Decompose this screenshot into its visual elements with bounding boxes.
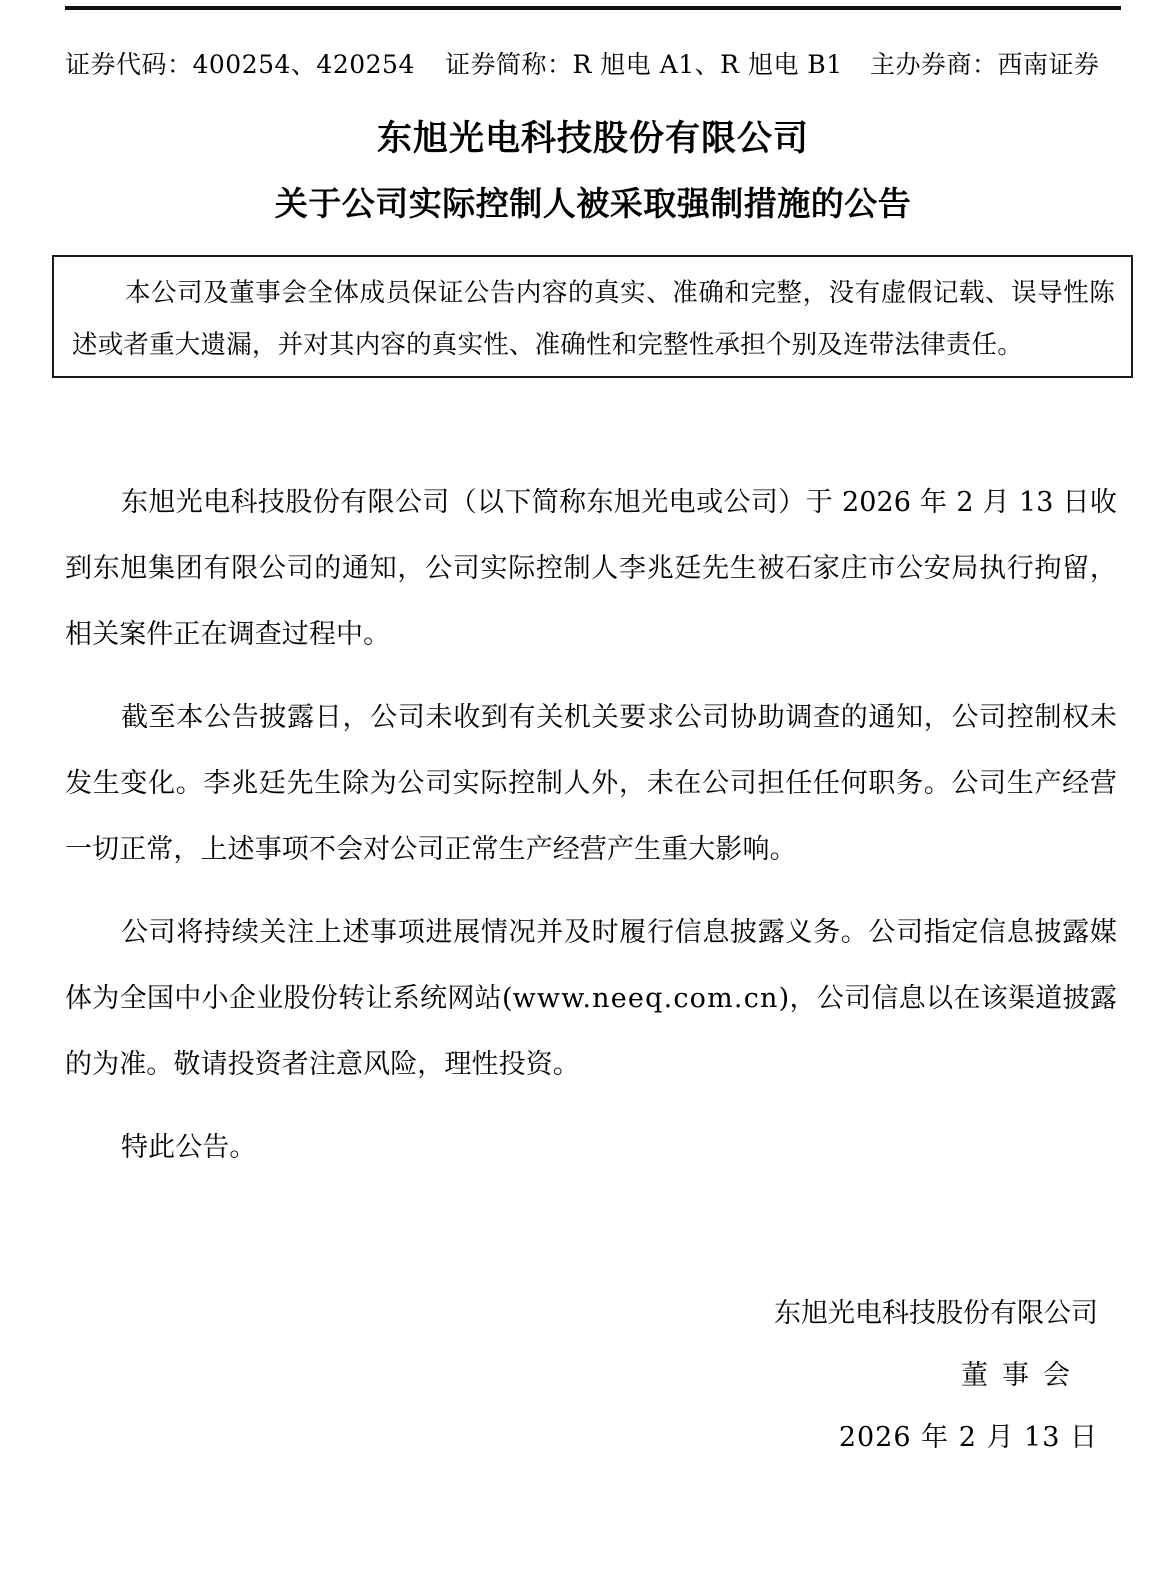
body-paragraph-3-text-before-url: 公司将持续关注上述事项进展情况并及时履行信息披露义务。公司指定信息披露媒体为全国中小企业股份转让系统网站( [65, 917, 1117, 1014]
disclaimer-text: 本公司及董事会全体成员保证公告内容的真实、准确和完整，没有虚假记载、误导性陈述或者重大遗漏，并对其内容的真实性、准确性和完整性承担个别及连带法律责任。 [72, 278, 1115, 360]
signature-board-of-directors: 董事会 [961, 1360, 1084, 1391]
page-title-company: 东旭光电科技股份有限公司 [376, 118, 809, 159]
security-code-label: 证券代码：400254、420254 [65, 50, 415, 79]
body-paragraph-1: 东旭光电科技股份有限公司（以下简称东旭光电或公司）于 2026 年 2 月 13 日收到东旭集团有限公司的通知，公司实际控制人李兆廷先生被石家庄市公安局执行拘留，相关案件正在调查过程中。 [65, 487, 1117, 650]
neeq-website-url: www.neeq.com.cn [512, 983, 779, 1014]
signature-date: 2026 年 2 月 13 日 [838, 1422, 1098, 1453]
security-abbreviation-label: 证券简称：R 旭电 A1、R 旭电 B1 [445, 50, 843, 79]
sponsor-broker-label: 主办券商：西南证券 [870, 50, 1100, 79]
page-title-subject: 关于公司实际控制人被采取强制措施的公告 [274, 184, 912, 223]
body-paragraph-2: 截至本公告披露日，公司未收到有关机关要求公司协助调查的通知，公司控制权未发生变化。李兆廷先生除为公司实际控制人外，未在公司担任任何职务。公司生产经营一切正常，上述事项不会对公司正常生产经营产生重大影响。 [65, 702, 1117, 865]
disclaimer-box [52, 255, 1133, 378]
document-header [65, 45, 1121, 85]
body-paragraph-3 [65, 900, 1117, 1098]
body-paragraph-3-text-after-url: )，公司信息以在该渠道披露的为准。敬请投资者注意风险，理性投资。 [65, 983, 1117, 1080]
top-horizontal-rule [65, 6, 1121, 10]
body-paragraph-closing: 特此公告。 [121, 1132, 257, 1163]
body-content [65, 470, 1117, 1181]
signature-company-name: 东旭光电科技股份有限公司 [774, 1298, 1098, 1329]
signature-block [578, 1283, 1098, 1469]
